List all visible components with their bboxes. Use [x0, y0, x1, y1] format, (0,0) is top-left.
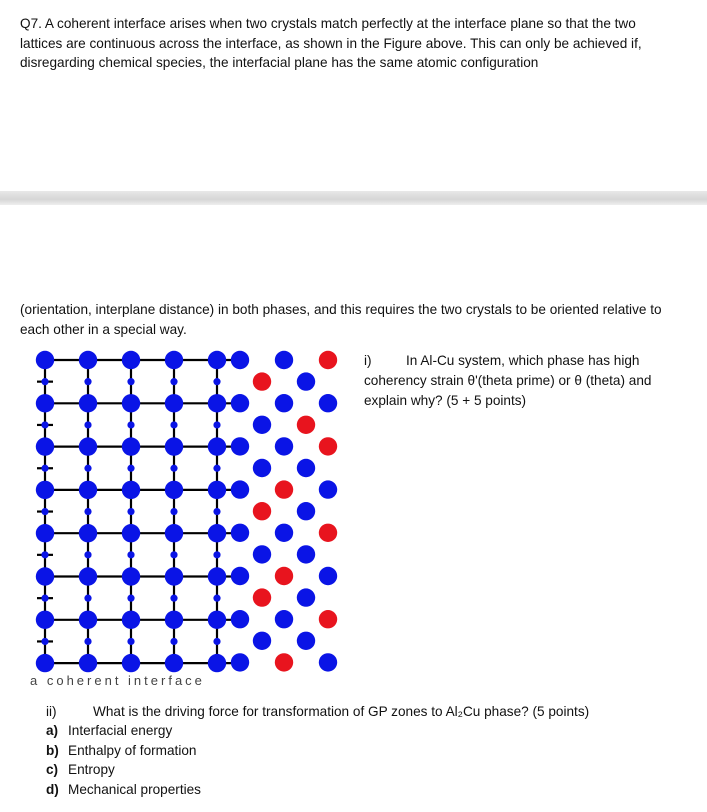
atom-interstitial	[213, 378, 220, 385]
atom-precipitate	[231, 567, 249, 585]
atom-solute	[319, 610, 337, 628]
atom-matrix	[36, 481, 54, 499]
atom-precipitate	[253, 632, 271, 650]
atom-matrix	[36, 611, 54, 629]
atom-interstitial	[213, 465, 220, 472]
atom-interstitial	[213, 595, 220, 602]
lattice-atoms	[36, 351, 337, 673]
atom-interstitial	[41, 378, 48, 385]
atom-matrix	[79, 524, 97, 542]
atom-precipitate	[275, 437, 293, 455]
atom-precipitate	[319, 567, 337, 585]
coherent-interface-figure	[28, 348, 338, 678]
atom-precipitate	[253, 459, 271, 477]
atom-matrix	[208, 437, 226, 455]
atom-interstitial	[41, 421, 48, 428]
atom-precipitate	[231, 437, 249, 455]
atom-interstitial	[41, 638, 48, 645]
question-intro: Q7. A coherent interface arises when two crystals match perfectly at the interface plane so that the two lattices are continuous across the interface, as shown in the Figure above. This can only be achieved if, disregarding chemical species, the interfacial plane has the same atomic configuration	[20, 16, 642, 70]
atom-interstitial	[170, 465, 177, 472]
atom-interstitial	[127, 421, 134, 428]
atom-interstitial	[127, 508, 134, 515]
part-i-number: i)	[364, 353, 372, 368]
atom-matrix	[122, 437, 140, 455]
atom-interstitial	[84, 595, 91, 602]
question-part-ii	[46, 702, 589, 722]
atom-interstitial	[170, 595, 177, 602]
atom-matrix	[165, 611, 183, 629]
atom-interstitial	[127, 595, 134, 602]
atom-solute	[275, 653, 293, 671]
option-b	[46, 741, 201, 761]
atom-matrix	[165, 437, 183, 455]
atom-precipitate	[231, 480, 249, 498]
atom-matrix	[208, 654, 226, 672]
atom-precipitate	[297, 372, 315, 390]
atom-interstitial	[127, 638, 134, 645]
atom-matrix	[165, 567, 183, 585]
atom-interstitial	[170, 551, 177, 558]
atom-matrix	[208, 481, 226, 499]
atom-solute	[253, 588, 271, 606]
atom-precipitate	[297, 502, 315, 520]
option-c	[46, 760, 201, 780]
atom-interstitial	[84, 465, 91, 472]
option-c-text: Entropy	[68, 762, 115, 778]
atom-matrix	[208, 524, 226, 542]
atom-precipitate	[231, 610, 249, 628]
question-part-i	[364, 351, 674, 411]
atom-matrix	[79, 481, 97, 499]
atom-matrix	[208, 394, 226, 412]
atom-matrix	[36, 351, 54, 369]
atom-matrix	[122, 481, 140, 499]
part-ii-number: ii)	[46, 704, 57, 719]
atom-matrix	[165, 481, 183, 499]
atom-solute	[319, 437, 337, 455]
atom-matrix	[165, 654, 183, 672]
atom-interstitial	[41, 551, 48, 558]
atom-interstitial	[127, 551, 134, 558]
atom-matrix	[79, 351, 97, 369]
page-divider	[0, 191, 707, 205]
atom-interstitial	[213, 508, 220, 515]
atom-interstitial	[127, 378, 134, 385]
atom-precipitate	[297, 588, 315, 606]
atom-precipitate	[319, 480, 337, 498]
question-continuation: (orientation, interplane distance) in both phases, and this requires the two crystals to be oriented relative to each other in a special way.	[20, 302, 662, 337]
option-a	[46, 721, 201, 741]
atom-interstitial	[127, 465, 134, 472]
option-b-text: Enthalpy of formation	[68, 742, 197, 758]
atom-matrix	[208, 611, 226, 629]
atom-matrix	[165, 394, 183, 412]
atom-matrix	[36, 567, 54, 585]
atom-interstitial	[84, 508, 91, 515]
part-ii-text: What is the driving force for transformation of GP zones to Al₂Cu phase? (5 points)	[93, 704, 590, 719]
atom-precipitate	[231, 524, 249, 542]
atom-matrix	[122, 567, 140, 585]
atom-interstitial	[84, 551, 91, 558]
atom-interstitial	[41, 595, 48, 602]
atom-matrix	[79, 567, 97, 585]
option-d-text: Mechanical properties	[68, 782, 201, 798]
atom-solute	[319, 524, 337, 542]
atom-interstitial	[84, 421, 91, 428]
atom-precipitate	[319, 394, 337, 412]
atom-solute	[319, 351, 337, 369]
atom-precipitate	[297, 459, 315, 477]
atom-matrix	[36, 524, 54, 542]
atom-solute	[253, 502, 271, 520]
answer-options	[46, 721, 201, 800]
atom-matrix	[122, 394, 140, 412]
atom-interstitial	[213, 551, 220, 558]
option-c-label: c)	[46, 762, 59, 778]
atom-matrix	[165, 351, 183, 369]
atom-precipitate	[231, 394, 249, 412]
atom-precipitate	[297, 545, 315, 563]
atom-interstitial	[213, 638, 220, 645]
atom-matrix	[122, 351, 140, 369]
atom-precipitate	[275, 394, 293, 412]
atom-interstitial	[170, 638, 177, 645]
atom-interstitial	[41, 465, 48, 472]
atom-matrix	[36, 394, 54, 412]
atom-interstitial	[84, 638, 91, 645]
atom-precipitate	[275, 610, 293, 628]
atom-matrix	[36, 437, 54, 455]
option-b-label: b)	[46, 742, 59, 758]
atom-precipitate	[253, 545, 271, 563]
option-a-label: a)	[46, 723, 59, 738]
atom-matrix	[36, 654, 54, 672]
atom-interstitial	[84, 378, 91, 385]
atom-precipitate	[319, 653, 337, 671]
clipped-caption	[30, 673, 330, 692]
atom-precipitate	[275, 524, 293, 542]
option-a-text: Interfacial energy	[68, 723, 173, 738]
atom-precipitate	[275, 351, 293, 369]
atom-solute	[275, 480, 293, 498]
atom-matrix	[165, 524, 183, 542]
atom-matrix	[122, 611, 140, 629]
option-d-label: d)	[46, 782, 59, 798]
atom-precipitate	[297, 632, 315, 650]
atom-matrix	[122, 654, 140, 672]
part-i-text: In Al-Cu system, which phase has high coherency strain θ'(theta prime) or θ (theta) and explain why? (5 + 5 points)	[364, 353, 652, 408]
atom-matrix	[79, 654, 97, 672]
atom-interstitial	[41, 508, 48, 515]
atom-precipitate	[231, 351, 249, 369]
clipped-caption-text: a coherent interface	[30, 673, 205, 688]
atom-solute	[275, 567, 293, 585]
atom-precipitate	[253, 416, 271, 434]
atom-solute	[297, 416, 315, 434]
atom-matrix	[208, 567, 226, 585]
atom-precipitate	[231, 653, 249, 671]
atom-matrix	[79, 394, 97, 412]
atom-interstitial	[170, 421, 177, 428]
option-d	[46, 780, 201, 800]
atom-interstitial	[213, 421, 220, 428]
atom-interstitial	[170, 508, 177, 515]
atom-matrix	[79, 611, 97, 629]
atom-solute	[253, 372, 271, 390]
atom-matrix	[79, 437, 97, 455]
atom-matrix	[122, 524, 140, 542]
atom-interstitial	[170, 378, 177, 385]
atom-matrix	[208, 351, 226, 369]
